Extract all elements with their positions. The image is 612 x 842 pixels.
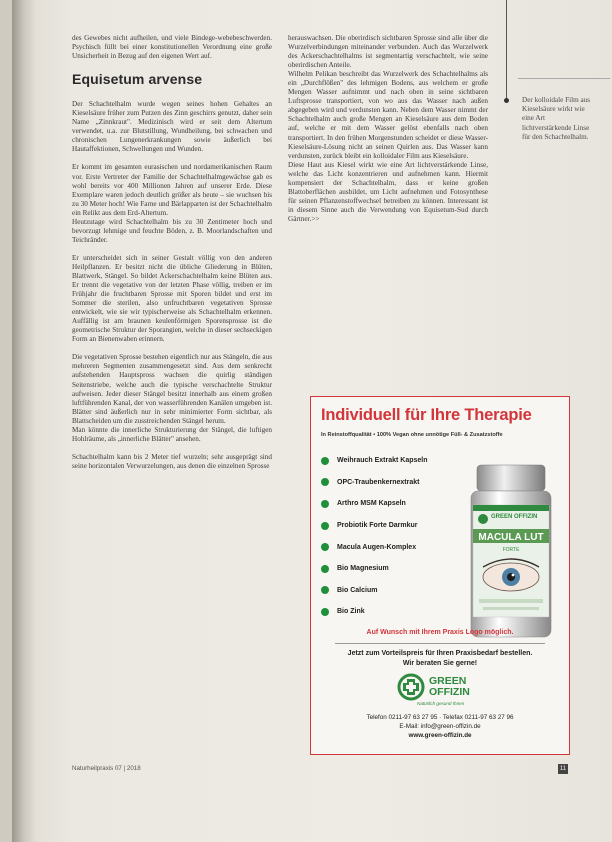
bullet-icon	[321, 565, 329, 573]
side-note: Der kolloidale Film aus Kieselsäure wirkt wie eine Art lichtverstärkende Linse für den Schachtelhalm.	[522, 96, 591, 141]
ad-subtitle-lead: In Reinstoffqualität	[321, 432, 372, 438]
product-label: Bio Calcium	[337, 586, 378, 594]
list-item	[321, 450, 461, 472]
list-item	[321, 515, 461, 537]
bullet-icon	[321, 608, 329, 616]
product-label: Weihrauch Extrakt Kapseln	[337, 457, 428, 465]
paragraph: Man könnte die innerliche Strukturierung der Stängel, die luftigen Hohlräume, als „innerliche Blätter" ansehen.	[72, 425, 272, 443]
bullet-icon	[321, 543, 329, 551]
product-list	[321, 450, 461, 623]
contact-phone: Telefon 0211-97 63 27 95 · Telefax 0211-97 63 27 96	[366, 714, 514, 721]
magazine-page	[12, 0, 612, 842]
paragraph: Schachtelhalm kann bis 2 Meter tief wurzeln; sehr ausgeprägt sind seine horizontalen Verwurzelungen, aus denen die einzelnen Sprosse	[72, 452, 272, 470]
logo-line: OFFIZIN	[429, 686, 470, 698]
bottle-sub: FORTE	[502, 547, 520, 553]
paragraph: herauswachsen. Die oberirdisch sichtbaren Sprosse sind alle über die Wurzelverbindungen miteinander verbunden. Auch das Wurzelwerk des Ackerschachtelhalms ist segmentartig verschachtelt, wie seine oberirdischen Anteile.	[288, 34, 488, 70]
logo-slogan: Natürlich gesund Ihnen	[417, 701, 465, 706]
list-item	[321, 493, 461, 515]
product-label: Macula Augen-Komplex	[337, 543, 417, 551]
section-heading: Equisetum arvense	[72, 71, 203, 88]
bottle-product: MACULA LUT	[478, 532, 544, 543]
list-item	[321, 472, 461, 494]
paragraph: Diese Haut aus Kiesel wirkt wie eine Art lichtverstärkende Linse, welche das Licht konzentrieren und aufnehmen kann. Hiermit kompensiert der Schachtelhalm, dass er keine großen Blattoberflächen ausbildet, um Licht aufnehmen und Fotosynthese für seinen Pflanzenstoffwechsel betreiben zu können. Interessant ist in diesem Sinne auch die Verwendung von Equisetum-Sud durch Gärtner.>>	[288, 160, 488, 223]
ad-logo-option-note: Auf Wunsch mit Ihrem Praxis Logo möglich.	[366, 629, 514, 636]
intro-paragraph: des Gewebes nicht aufheilen, und viele Bindege-webebeschwerden. Psychisch füllt bei einer konstitutionellen Verordnung eine große Unsicherheit in Bezug auf den eigenen Wert auf.	[72, 34, 272, 61]
paragraph: Wilhelm Pelikan beschreibt das Wurzelwerk des Schachtelhalms als ein „Durchflößen" des lehmigen Bodens, aus welchem er große Mengen Wasser aufnimmt und nach oben in seine sichtbaren Luftsprosse transportiert, von wo aus das Wasser nach außen abgegeben wird und verdunsten kann. Neben dem Wasser nimmt der Schachtelhalm auch große Mengen an Kieselsäure aus dem Boden auf, welche er mit dem Wasser gelöst ebenfalls nach oben transportiert. In den frühen Morgenstunden scheidet er diese Wasser-Kieselsäure-Lösung nicht an seinen Quirlen aus. Das Wasser kann verdunsten, zurück bleibt ein kolloidaler Film aus Kieselsäure.	[288, 70, 488, 160]
paragraph: Die vegetativen Sprosse bestehen eigentlich nur aus Stängeln, die aus mehreren Segmenten zusammengesetzt sind. Aus dem senkrecht aufstehenden Hauptspross wachsen die quirlig ständigen Seitenstriebe, welche auch die typische verschachtelte Struktur aufweisen. Jeder dieser Stängel besitzt innerhalb aus einem großen luftführenden Kanal, der von wasserführenden Kanälen umgeben ist. Blätter sind äußerlich nur in sehr minimierter Form sichtbar, als Blattscheiden um die zusstreichenden Stängel herum.	[72, 353, 272, 425]
pharmacy-cross-icon	[397, 673, 425, 701]
middle-column	[288, 34, 488, 233]
page-number: 11	[559, 766, 567, 772]
green-offizin-logo	[397, 673, 487, 707]
ad-cta-line: Jetzt zum Vorteilspreis für Ihren Praxisbedarf bestellen.	[347, 650, 533, 657]
list-item	[321, 580, 461, 602]
product-label: Arthro MSM Kapseln	[337, 500, 406, 508]
ad-title: Individuell für Ihre Therapie	[321, 406, 532, 424]
ad-cta	[321, 649, 559, 669]
logo-line: GREEN	[429, 675, 467, 687]
horizontal-rule	[518, 78, 610, 79]
list-item	[321, 536, 461, 558]
product-label: Probiotik Forte Darmkur	[337, 522, 418, 530]
logo-wordmark	[429, 676, 470, 698]
ad-subtitle	[321, 432, 567, 438]
ad-subtitle-rest: • 100% Vegan ohne unnötige Füll- & Zusatzstoffe	[371, 432, 503, 438]
ad-divider	[335, 643, 545, 644]
bullet-icon	[321, 478, 329, 486]
bullet-icon	[321, 457, 329, 465]
publication-footer: Naturheilpraxis 07 | 2018	[72, 765, 141, 772]
product-label: Bio Zink	[337, 608, 365, 616]
bullet-icon	[321, 586, 329, 594]
product-label: OPC-Traubenkernextrakt	[337, 478, 420, 486]
vertical-rule	[506, 0, 507, 100]
bullet-icon	[321, 522, 329, 530]
paragraph: Heutzutage wird Schachtelhalm bis zu 30 Zentimeter hoch und bevorzugt lehmige und feuchte Böden, z. B. Moorlandschaften und Teichränder.	[72, 217, 272, 244]
list-item	[321, 558, 461, 580]
paragraph: Er unterscheidet sich in seiner Gestalt völlig von den anderen Heilpflanzen. Er besitzt nicht die übliche Gliederung in Blüten, Blattwerk, Stängel. So bildet Ackerschachtelhalm keine Blüten aus. Er trennt die vegetative von der letzten Phase völlig, treiben er im Frühjahr die fruchtbaren Sprosse mit Sporen bildet und erst im Sommer die sterilen, also unfruchtbaren vegetativen Sprosse entwickelt, wie sie wir typischerweise als Schachtelhalm erkennen. Auffällig ist am braunen keulenförmigen Sporensprosse ist die geometrische Struktur der Sporangien, welche in dieser sechseckigen Form an Bienenwaben erinnern.	[72, 253, 272, 344]
advertisement	[310, 396, 570, 755]
left-column	[72, 34, 272, 480]
bullet-icon	[321, 500, 329, 508]
contact-website: www.green-offizin.de	[408, 732, 472, 739]
list-item	[321, 601, 461, 623]
product-label: Bio Magnesium	[337, 565, 389, 573]
ad-cta-line: Wir beraten Sie gerne!	[402, 660, 478, 667]
side-note-bullet-icon	[504, 98, 509, 103]
product-bottle-image	[463, 459, 559, 641]
paragraph: Er kommt im gesamten eurasischen und nordamerikanischen Raum vor. Erste Vertreter der Familie der Schachtelhalmgewächse gab es wohl bereits vor 400 Millionen Jahren auf unserer Erde. Diese Exemplare waren jedoch deutlich größer als heute – sie wuchsen bis zu 30 Meter hoch! Wie Farne und Bärlapparten ist der Schachtelhalm ein Relikt aus dem Erd-Altertum.	[72, 163, 272, 217]
paragraph: Der Schachtelhalm wurde wegen seines hohen Gehaltes an Kieselsäure früher zum Putzen des Zinn geschirrs genutzt, daher sein Name „Zinnkraut". Medizinisch wird er seit dem Altertum verwendet, u.a. zur Blutstillung, Wundheilung, bei schwachen und chronischen Lungenerkrankungen sowie äußerlich bei Hautaffektionen, Schwellungen und Wunden.	[72, 100, 272, 154]
page-gutter-shadow	[12, 0, 36, 842]
ad-contact	[321, 713, 559, 740]
contact-email: E-Mail: info@green-offizin.de	[399, 723, 481, 730]
bottle-brand: GREEN OFFIZIN	[491, 514, 538, 520]
